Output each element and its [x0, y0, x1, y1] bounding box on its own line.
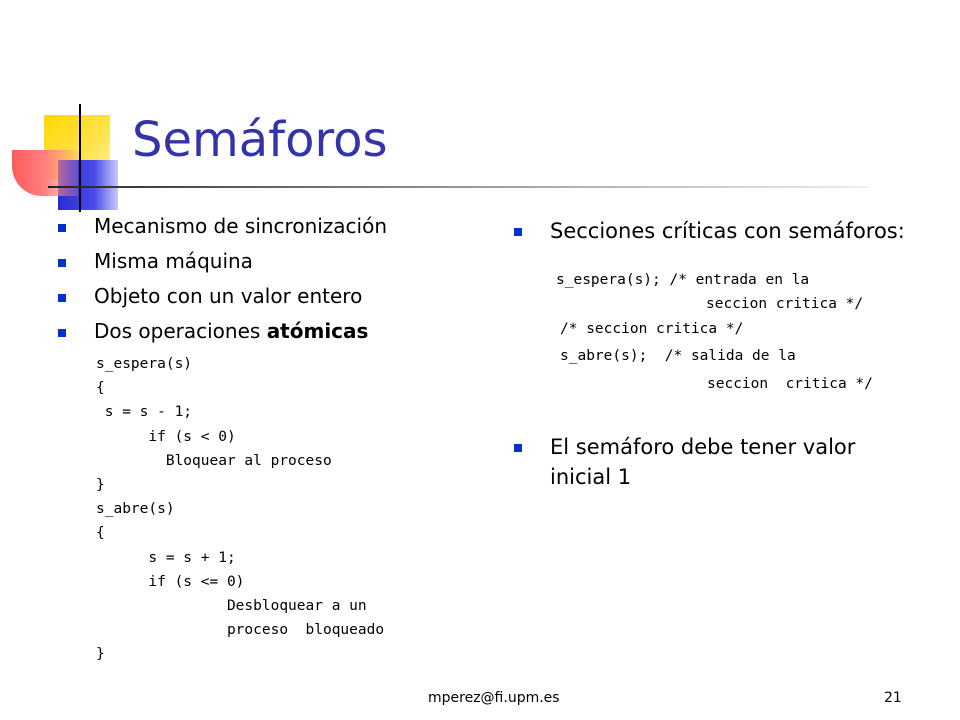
bullet-text: Misma máquina — [94, 249, 253, 273]
right-bullet-list — [514, 218, 905, 244]
code-line: { — [96, 380, 105, 397]
bullet-item — [514, 432, 914, 492]
semaphore-code — [96, 352, 384, 667]
code-line: s_espera(s) — [96, 356, 193, 372]
footer-page-number: 21 — [884, 690, 902, 706]
bullet-text: Objeto con un valor entero — [94, 284, 363, 308]
bullet-item — [58, 214, 387, 249]
critical-code-line: /* seccion critica */ — [560, 321, 744, 337]
code-line: Desbloquear a un — [96, 598, 367, 615]
right-note-text: El semáforo debe tener valor inicial 1 — [550, 435, 856, 489]
bullet-text: Dos operaciones — [94, 319, 267, 343]
critical-code-line: s_espera(s); /* entrada en la — [556, 272, 810, 288]
code-line: if (s < 0) — [96, 428, 236, 445]
critical-code-line: seccion critica */ — [707, 376, 873, 392]
critical-code-line: seccion critica */ — [706, 296, 864, 312]
right-heading-text: Secciones críticas con semáforos: — [550, 219, 905, 243]
footer-email: mperez@fi.upm.es — [428, 690, 560, 706]
left-bullet-list — [58, 214, 387, 354]
code-line: s_abre(s) — [96, 501, 175, 518]
code-line: Bloquear al proceso — [96, 452, 332, 469]
code-line: s = s - 1; — [96, 404, 193, 421]
decor-vertical-line — [79, 104, 81, 212]
decor-red-square — [12, 150, 78, 196]
bullet-item — [58, 319, 387, 354]
title-underline — [48, 186, 868, 188]
code-line: } — [96, 646, 105, 663]
bullet-item — [58, 249, 387, 284]
code-line: s = s + 1; — [96, 549, 236, 566]
code-line: proceso bloqueado — [96, 622, 385, 639]
slide-title: Semáforos — [132, 112, 388, 168]
code-line: if (s <= 0) — [96, 573, 245, 590]
critical-code-line: s_abre(s); /* salida de la — [560, 348, 796, 364]
bullet-emphasis: atómicas — [266, 319, 369, 343]
bullet-text: Mecanismo de sincronización — [94, 214, 388, 238]
bullet-item — [58, 284, 387, 319]
right-note-list — [514, 432, 914, 492]
code-line: } — [96, 477, 105, 494]
code-line: { — [96, 525, 105, 542]
bullet-item — [514, 218, 905, 244]
